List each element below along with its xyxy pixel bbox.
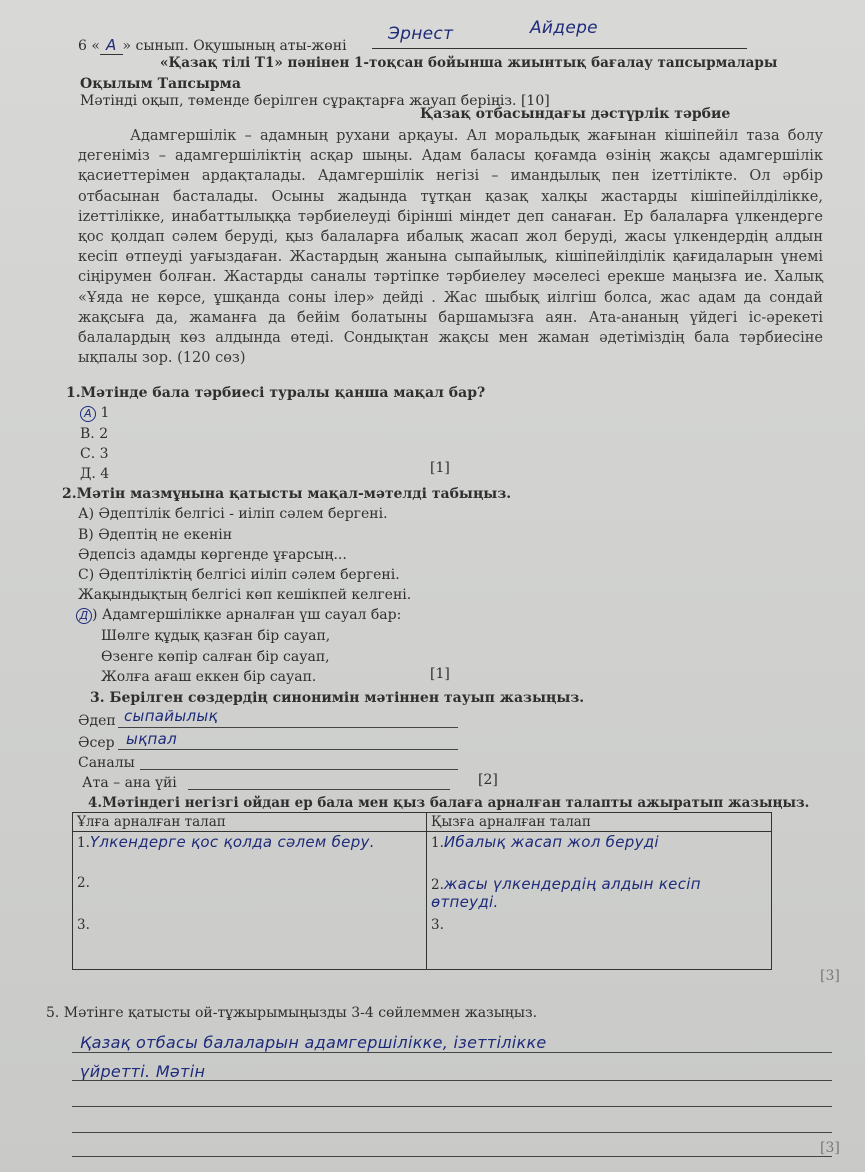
q4-boy-cell[interactable] (73, 832, 427, 970)
q2-option-c[interactable]: С) Әдептіліктің белгісі иіліп сәлем бергені. (78, 567, 400, 583)
q4-col-boy: Ұлға арналған талап (73, 813, 427, 832)
reading-text-line: izeттiлiкке, инабаттылыққа тәрбиелеуді бірінші міндет деп санаған. Ер балаларға үлкендерге (78, 208, 823, 225)
q3-word: Әсер (78, 735, 115, 751)
q5-line-4[interactable] (72, 1132, 832, 1133)
q1-option-d[interactable]: Д. 4 (80, 466, 110, 482)
q2-option-b[interactable]: В) Әдептің не екенін (78, 527, 233, 543)
instruction: Мәтінді оқып, төменде берілген сұрақтарға жауап беріңіз. [10] (80, 93, 550, 109)
q3-item-2 (78, 735, 115, 751)
q1-selected-mark: А (80, 406, 96, 422)
q2-d-line-1: Шөлге құдық қазған бір сауап, (101, 628, 331, 644)
grade-value[interactable]: А (100, 36, 123, 55)
q3-question: 3. Берілген сөздердің синонимін мәтіннен тауып жазыңыз. (90, 690, 585, 706)
q4-boy-row-1 (77, 833, 422, 875)
reading-text-line: ықпалы зор. (120 сөз) (78, 350, 246, 367)
q1-question: 1.Мәтінде бала тәрбиесі туралы қанша мақал бар? (66, 385, 486, 401)
q4-boy-row-2 (77, 875, 422, 917)
assessment-title: «Қазақ тілі Т1» пәнінен 1-тоқсан бойынша жиынтық бағалау тапсырмалары (160, 55, 778, 71)
q1-option-a-label: 1 (96, 405, 110, 421)
q2-option-a[interactable]: А) Әдептілік белгісі - иіліп сәлем бергені. (78, 506, 388, 522)
q1-option-b[interactable]: В. 2 (80, 426, 109, 442)
q3-answer-2: ықпал (126, 730, 177, 748)
text-title: Қазақ отбасындағы дәстүрлік тәрбие (420, 106, 731, 122)
row-num: 1. (431, 835, 444, 851)
q2-option-c-cont: Жақындықтың белгісі көп кешікпей келгені. (78, 587, 412, 603)
grade-prefix: 6 « (78, 38, 100, 54)
q4-question: 4.Мәтіндегі негізгі ойдан ер бала мен қыз балаға арналған талапты ажыратып жазыңыз. (88, 795, 810, 811)
reading-text-line: кесіп өтпеуді уағыздаған. Жастардың жанына сыпайылық, кішіпейілділік қағидаларын үнемі (78, 249, 823, 266)
q4-girl-answer-2: жасы үлкендердің алдын кесіп өтпеуді. (431, 875, 701, 911)
q4-boy-answer-1: Үлкендерге қос қолда сәлем беру. (89, 833, 375, 851)
q4-girl-row-1 (431, 833, 767, 875)
q3-word: Ата – ана үйі (82, 775, 177, 791)
q4-col-girl: Қызға арналған талап (427, 813, 772, 832)
q3-answer-line-3[interactable] (140, 769, 458, 770)
reading-text-line: дегеніміз – адамгершіліктің асқар шыңы. Адам баласы қоғамда өзінің жақсы адамгершілік (78, 148, 823, 165)
q3-answer-line-4[interactable] (188, 789, 450, 790)
row-num: 3. (431, 917, 444, 933)
q5-line-1[interactable] (72, 1052, 832, 1053)
q3-item-4 (82, 775, 177, 791)
q3-item-1 (78, 713, 116, 729)
q4-girl-cell[interactable] (427, 832, 772, 970)
reading-text-line: «Ұяда не көрсе, ұшқанда соны ілер» дейді . Жас шыбық иілгіш болса, жас адам да сондай (78, 289, 823, 306)
reading-text (78, 126, 823, 368)
row-num: 3. (77, 917, 90, 933)
row-num: 2. (431, 877, 444, 893)
reading-text-line: Адамгершілік – адамның рухани арқауы. Ал моральдық жағынан кішіпейіл таза болу (130, 128, 823, 144)
q2-mark: [1] (430, 666, 450, 682)
row-num: 1. (77, 835, 90, 851)
q5-answer-line-1: Қазақ отбасы балаларын адамгершілікке, ізеттілікке (80, 1033, 547, 1052)
q4-table (72, 812, 772, 970)
grade-suffix: » сынып. Оқушының аты-жөні (122, 38, 347, 54)
q1-mark: [1] (430, 460, 450, 476)
reading-text-line: қос қолдап сәлем беруді, қыз балаларға ибалық жасап жол беруді, жасы үлкендердің алдын (78, 229, 823, 246)
q2-selected-mark: Д (76, 608, 92, 624)
reading-text-line: сіңірумен болған. Жастарды саналы тәртіпке тәрбиелеу мәселесі ерекше маңызға ие. Халық (78, 269, 823, 286)
q5-mark: [3] (820, 1140, 840, 1156)
reading-text-line: жақсыға да, жаманға да бейім болатыны баршамызға аян. Ата-ананың үйдегі іс-әрекеті (78, 309, 823, 326)
student-name-first: Эрнест (388, 24, 454, 44)
reading-text-line: отбасынан басталады. Осыны жадында тұтқан қазақ халқы жастарды кішіпейілділікке, (78, 188, 823, 205)
q1-option-c[interactable]: С. 3 (80, 446, 109, 462)
q4-girl-row-3 (431, 917, 767, 959)
q4-girl-answer-1: Ибалық жасап жол беруді (443, 833, 659, 851)
q4-mark: [3] (820, 968, 840, 984)
row-num: 2. (77, 875, 90, 891)
q1-option-a[interactable] (80, 405, 109, 422)
q2-option-b-cont: Әдепсіз адамды көргенде ұғарсың... (78, 547, 347, 563)
q2-option-d[interactable] (76, 607, 401, 624)
name-field[interactable] (372, 18, 747, 49)
q4-boy-row-3 (77, 917, 422, 959)
q5-question: 5. Мәтінге қатысты ой-тұжырымыңызды 3-4 сөйлеммен жазыңыз. (46, 1005, 538, 1021)
student-name-second: Айдере (530, 18, 598, 38)
q2-d-line-3: Жолға ағаш еккен бір сауап. (101, 669, 317, 685)
reading-text-line: балалардың көз алдында өтеді. Сондықтан жақсы мен жаман әдетіміздің бала тәрбиесіне (78, 330, 823, 347)
q5-answer-line-2: үйретті. Мәтін (80, 1062, 206, 1081)
q3-answer-line-1[interactable] (118, 727, 458, 728)
q3-mark: [2] (478, 772, 498, 788)
q2-question: 2.Мәтін мазмұнына қатысты мақал-мәтелді табыңыз. (62, 486, 512, 502)
grade-line (78, 36, 347, 54)
q3-answer-1: сыпайылық (124, 707, 218, 725)
q5-line-5[interactable] (72, 1156, 832, 1157)
q2-d-line-2: Өзенге көпір салған бір сауап, (101, 649, 330, 665)
q3-answer-line-2[interactable] (118, 749, 458, 750)
q2-option-d-label: ) Адамгершілікке арналған үш сауал бар: (92, 607, 402, 623)
q3-word: Әдеп (78, 713, 116, 729)
q4-girl-row-2 (431, 875, 767, 917)
q3-word: Саналы (78, 755, 135, 771)
q5-line-3[interactable] (72, 1106, 832, 1107)
q5-line-2[interactable] (72, 1080, 832, 1081)
reading-text-line: қасиеттерімен ардақталады. Адамгершілік негізі – имандылық пен izeттiлiкте. Ол әрбір (78, 168, 823, 185)
q3-item-3 (78, 755, 135, 771)
section-title: Оқылым Тапсырма (80, 76, 241, 92)
